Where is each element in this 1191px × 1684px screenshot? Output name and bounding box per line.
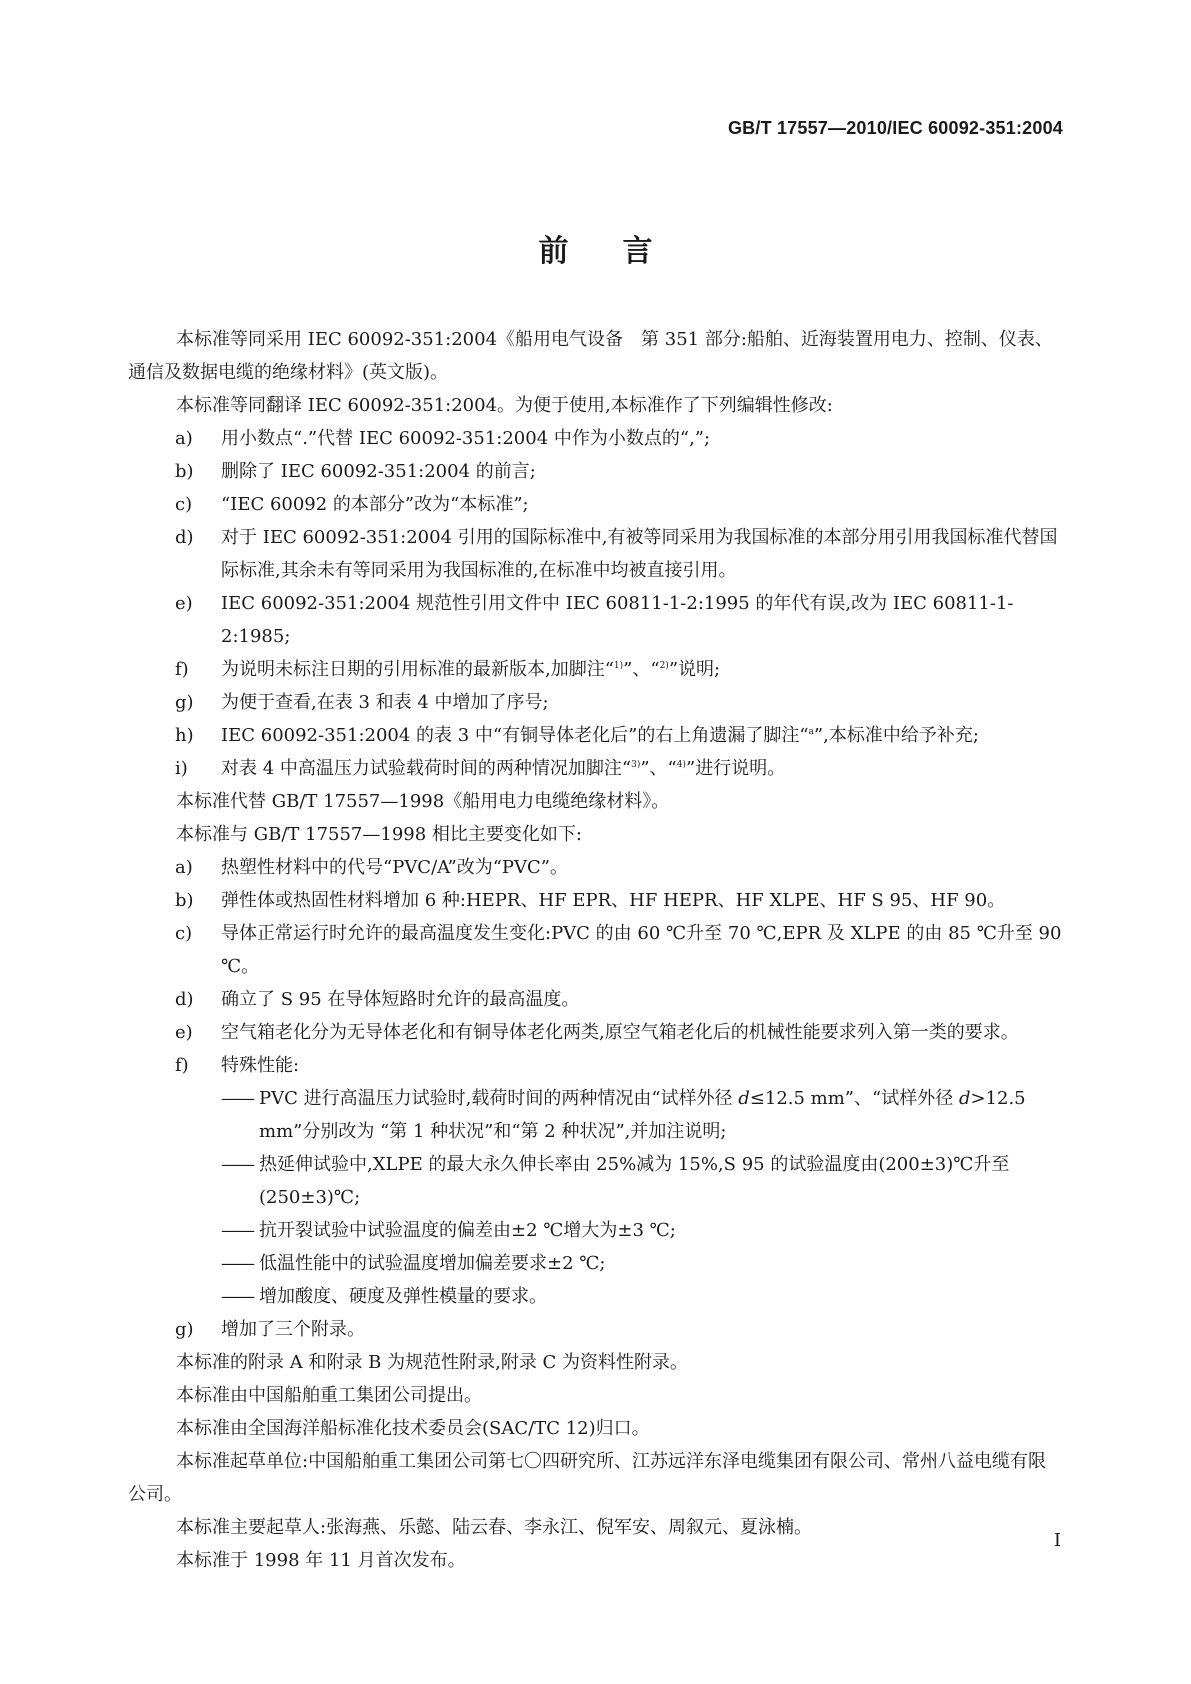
dash-item: —— 热延伸试验中,XLPE 的最大永久伸长率由 25%减为 15%,S 95 的试验温度由(200±3)℃升至(250±3)℃; <box>221 1154 1010 1208</box>
list-item: d) 对于 IEC 60092-351:2004 引用的国际标准中,有被等同采用为我国标准的本部分用引用我国标准代替国际标准,其余未有等同采用为我国标准的,在标准中均被直接引用。 <box>175 527 1058 581</box>
paragraph: 本标准等同采用 IEC 60092-351:2004《船用电气设备 第 351 部分:船舶、近海装置用电力、控制、仪表、通信及数据电缆的绝缘材料》(英文版)。 <box>128 329 1053 383</box>
paragraph: 本标准由中国船舶重工集团公司提出。 <box>176 1385 482 1406</box>
list-item: e) 空气箱老化分为无导体老化和有铜导体老化两类,原空气箱老化后的机械性能要求列入第一类的要求。 <box>175 1022 1019 1043</box>
footnote-mark: 3) <box>631 760 641 770</box>
footnote-mark: 1) <box>613 661 624 671</box>
dash-item: —— 增加酸度、硬度及弹性模量的要求。 <box>221 1286 547 1307</box>
list-item: c) 导体正常运行时允许的最高温度发生变化:PVC 的由 60 ℃升至 70 ℃,EPR 及 XLPE 的由 85 ℃升至 90 ℃。 <box>175 923 1062 977</box>
page-number: I <box>1053 1530 1061 1551</box>
paragraph: 本标准的附录 A 和附录 B 为规范性附录,附录 C 为资料性附录。 <box>176 1352 689 1373</box>
list-item: c) “IEC 60092 的本部分”改为“本标准”; <box>175 494 529 515</box>
page-title: 前言 <box>538 234 707 269</box>
paragraph: 本标准主要起草人:张海燕、乐懿、陆云春、李永江、倪军安、周叙元、夏泳楠。 <box>176 1517 813 1538</box>
list-item: b) 弹性体或热固性材料增加 6 种:HEPR、HF EPR、HF HEPR、HF XLPE、HF S 95、HF 90。 <box>175 890 1006 911</box>
list-item: h) IEC 60092-351:2004 的表 3 中“有铜导体老化后”的右上角遗漏了脚注“$^a$”,本标准中给予补充; <box>175 725 979 746</box>
list-item: a) 用小数点“.”代替 IEC 60092-351:2004 中作为小数点的“,”; <box>175 428 711 449</box>
list-item: f) 为说明未标注日期的引用标准的最新版本,加脚注“$^{1)}$”、“$^{2)}$”说明; <box>175 659 721 680</box>
list-item: e) IEC 60092-351:2004 规范性引用文件中 IEC 60811-1-2:1995 的年代有误,改为 IEC 60811-1-2:1985; <box>175 593 1014 647</box>
paragraph: 本标准由全国海洋船标准化技术委员会(SAC/TC 12)归口。 <box>176 1418 650 1439</box>
dash-item: —— 低温性能中的试验温度增加偏差要求±2 ℃; <box>221 1253 606 1274</box>
paragraph: 本标准代替 GB/T 17557—1998《船用电力电缆绝缘材料》。 <box>176 791 670 812</box>
paragraph: 本标准起草单位:中国船舶重工集团公司第七〇四研究所、江苏远洋东泽电缆集团有限公司、常州八益电缆有限公司。 <box>128 1451 1047 1505</box>
dash-item: —— PVC 进行高温压力试验时,载荷时间的两种情况由“试样外径 d≤12.5 mm”、“试样外径 d>12.5 mm”分别改为 “第 1 种状况”和“第 2 种状况”,并加注说明; <box>221 1088 1026 1142</box>
list-item: g) 增加了三个附录。 <box>175 1319 365 1340</box>
standard-header: GB/T 17557—2010/IEC 60092-351:2004 <box>727 118 1063 138</box>
foreword-body <box>128 323 1063 1577</box>
dash-item: —— 抗开裂试验中试验温度的偏差由±2 ℃增大为±3 ℃; <box>221 1220 676 1241</box>
paragraph: 本标准等同翻译 IEC 60092-351:2004。为便于使用,本标准作了下列编辑性修改: <box>176 395 833 416</box>
list-item: b) 删除了 IEC 60092-351:2004 的前言; <box>175 461 536 482</box>
list-item: a) 热塑性材料中的代号“PVC/A”改为“PVC”。 <box>175 857 568 878</box>
list-item: d) 确立了 S 95 在导体短路时允许的最高温度。 <box>175 989 580 1010</box>
list-item: g) 为便于查看,在表 3 和表 4 中增加了序号; <box>175 692 549 713</box>
list-item: i) 对表 4 中高温压力试验载荷时间的两种情况加脚注“$^{3)}$”、“$^{4)}$”进行说明。 <box>175 758 786 779</box>
footnote-mark: 2) <box>659 661 669 671</box>
footnote-mark: 4) <box>676 760 687 770</box>
paragraph: 本标准与 GB/T 17557—1998 相比主要变化如下: <box>176 824 582 845</box>
paragraph: 本标准于 1998 年 11 月首次发布。 <box>176 1550 466 1571</box>
footnote-mark: a <box>808 727 814 737</box>
list-item: f) 特殊性能: <box>175 1055 300 1076</box>
